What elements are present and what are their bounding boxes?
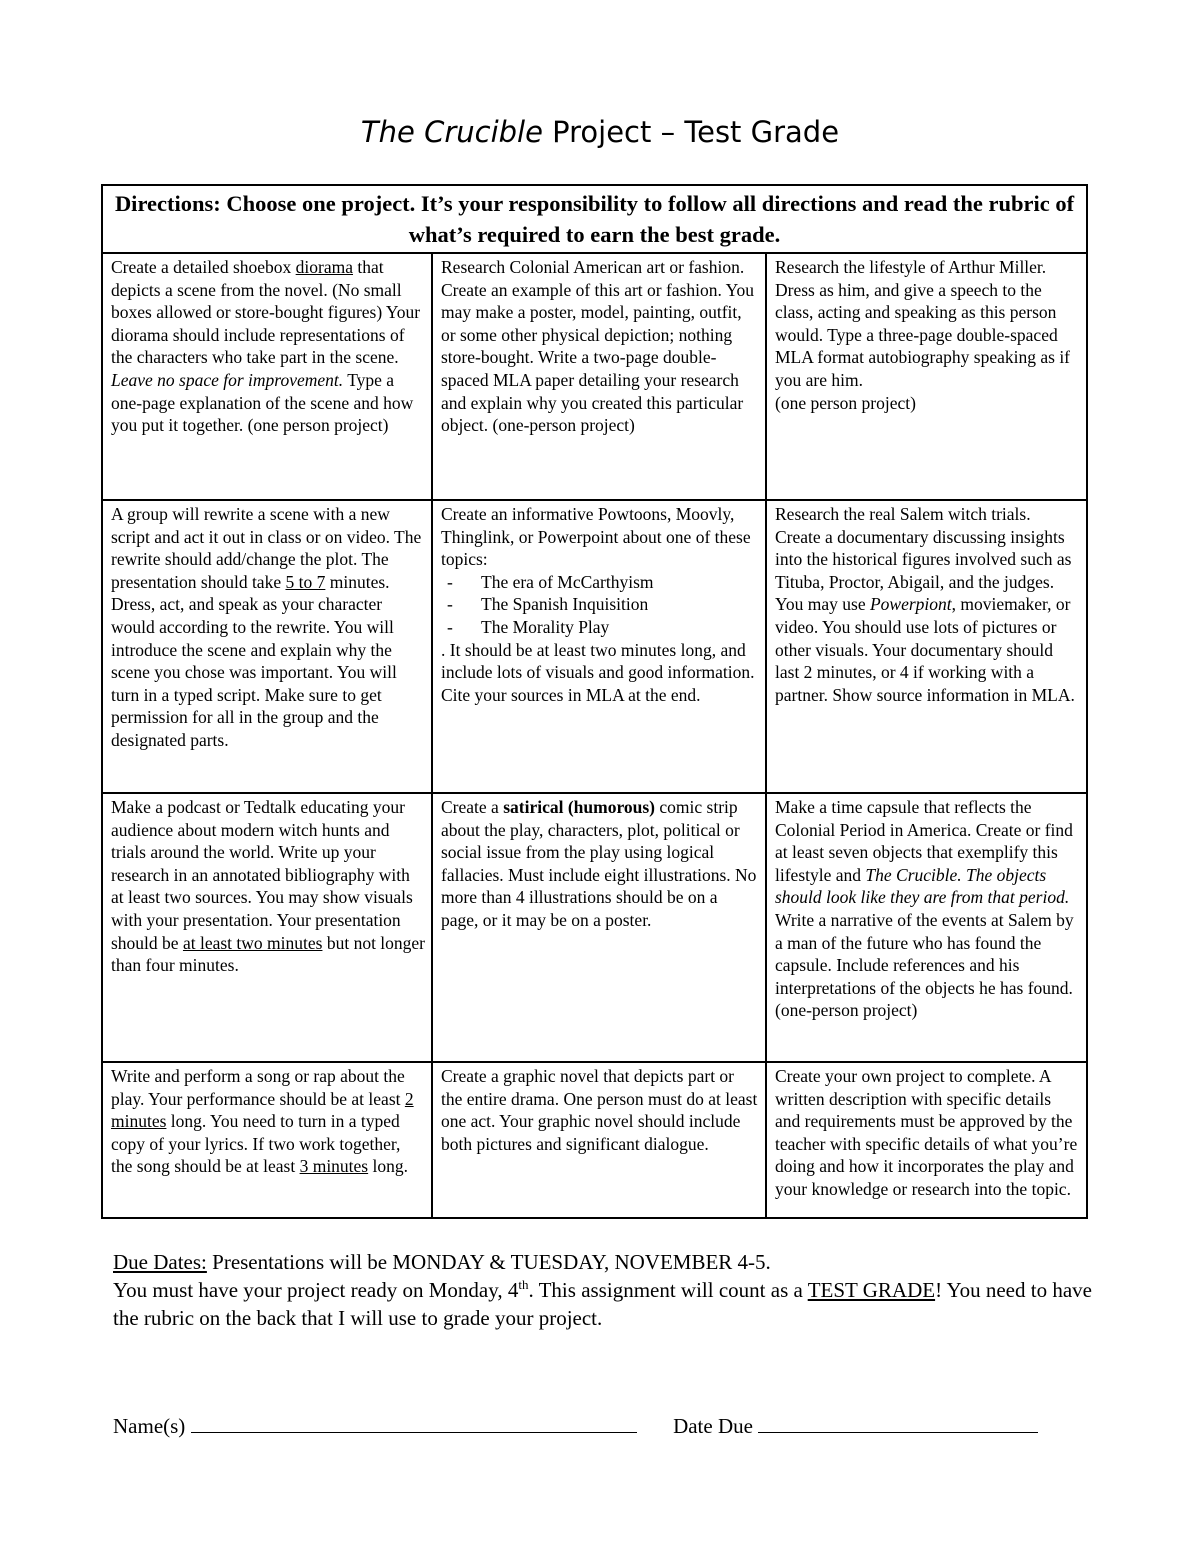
title-book-name: The Crucible [360, 115, 543, 149]
page-title [0, 112, 1200, 152]
name-label: Name(s) [113, 1414, 186, 1438]
project-scene-rewrite: A group will rewrite a scene with a new script and act it out in class or on video. The rewrite should add/change the plot. The presentation should take 5 to 7 minutes. Dress, act, and speak as your character would according to the rewrite. You will introduce the scene and explain why the scene you chose was important. You will turn in a typed script. Make sure to get permission for all in the group and the designated parts. [102, 500, 432, 793]
name-blank[interactable] [191, 1408, 637, 1433]
project-song: Write and perform a song or rap about the play. Your performance should be at least 2 minutes long. You need to turn in a typed copy of your lyrics. If two work together, the song should be at least 3 minutes long. [102, 1062, 432, 1218]
presentation-intro: Create an informative Powtoons, Moovly, Thinglink, or Powerpoint about one of these topics: [441, 504, 751, 570]
project-choice-table [101, 184, 1088, 1219]
date-due-label: Date Due [673, 1414, 753, 1438]
project-podcast: Make a podcast or Tedtalk educating your audience about modern witch hunts and trials around the world. Write up your research in an annotated bibliography with at least two sources. You may show visuals with your presentation. Your presentation should be at least two minutes but not longer than four minutes. [102, 793, 432, 1062]
assignment-note: You must have your project ready on Monday, 4th. This assignment will count as a TEST GRADE! You need to have the rubric on the back that I will use to grade your project. [113, 1277, 1092, 1330]
project-graphic-novel: Create a graphic novel that depicts part or the entire drama. One person must do at least one act. Your graphic novel should include both pictures and significant dialogue. [432, 1062, 766, 1218]
due-dates-section [113, 1248, 1098, 1332]
project-time-capsule: Make a time capsule that reflects the Colonial Period in America. Create or find at least seven objects that exemplify this lifestyle and The Crucible. The objects should look like they are from that period. Write a narrative of the events at Salem by a man of the future who has found the capsule. Include references and his interpretations of the objects he has found. (one-person project) [766, 793, 1087, 1062]
list-item: - The Morality Play [441, 616, 759, 639]
project-presentation [432, 500, 766, 793]
title-rest: Project – Test Grade [542, 115, 840, 149]
project-own-project: Create your own project to complete. A written description with specific details and requirements must be approved by the teacher with specific details of what you’re doing and how it incorporates the play and your knowledge or research into the topic. [766, 1062, 1087, 1218]
due-dates-line: Due Dates: Presentations will be MONDAY & TUESDAY, NOVEMBER 4-5. [113, 1250, 771, 1274]
directions-header: Directions: Choose one project. It’s your responsibility to follow all directions and read the rubric of what’s required to earn the best grade. [102, 185, 1087, 253]
project-diorama: Create a detailed shoebox diorama that depicts a scene from the novel. (No small boxes allowed or store-bought figures) Your diorama should include representations of the characters who take part in the scene. Leave no space for improvement. Type a one-page explanation of the scene and how you put it together. (one person project) [102, 253, 432, 500]
signature-line [113, 1408, 1073, 1441]
list-item: - The era of McCarthyism [441, 571, 759, 594]
project-documentary: Research the real Salem witch trials. Create a documentary discussing insights into the historical figures involved such as Tituba, Proctor, Abigail, and the judges. You may use Powerpiont, moviemaker, or video. You should use lots of pictures or other visuals. Your documentary should last 2 minutes, or 4 if working with a partner. Show source information in MLA. [766, 500, 1087, 793]
presentation-outro: . It should be at least two minutes long, and include lots of visuals and good information. Cite your sources in MLA at the end. [441, 639, 755, 705]
project-arthur-miller: Research the lifestyle of Arthur Miller. Dress as him, and give a speech to the class, acting and speaking as this person would. Type a three-page double-spaced MLA format autobiography speaking as if you are him. (one person project) [766, 253, 1087, 500]
date-due-blank[interactable] [758, 1408, 1038, 1433]
project-colonial-art: Research Colonial American art or fashion. Create an example of this art or fashion. You may make a poster, model, painting, outfit, or some other physical depiction; nothing store-bought. Write a two-page double-spaced MLA paper detailing your research and explain why you created this particular object. (one-person project) [432, 253, 766, 500]
list-item: - The Spanish Inquisition [441, 593, 759, 616]
topic-list [441, 571, 759, 639]
project-comic-strip: Create a satirical (humorous) comic strip about the play, characters, plot, political or social issue from the play using logical fallacies. Must include eight illustrations. No more than 4 illustrations should be on a page, or it may be on a poster. [432, 793, 766, 1062]
